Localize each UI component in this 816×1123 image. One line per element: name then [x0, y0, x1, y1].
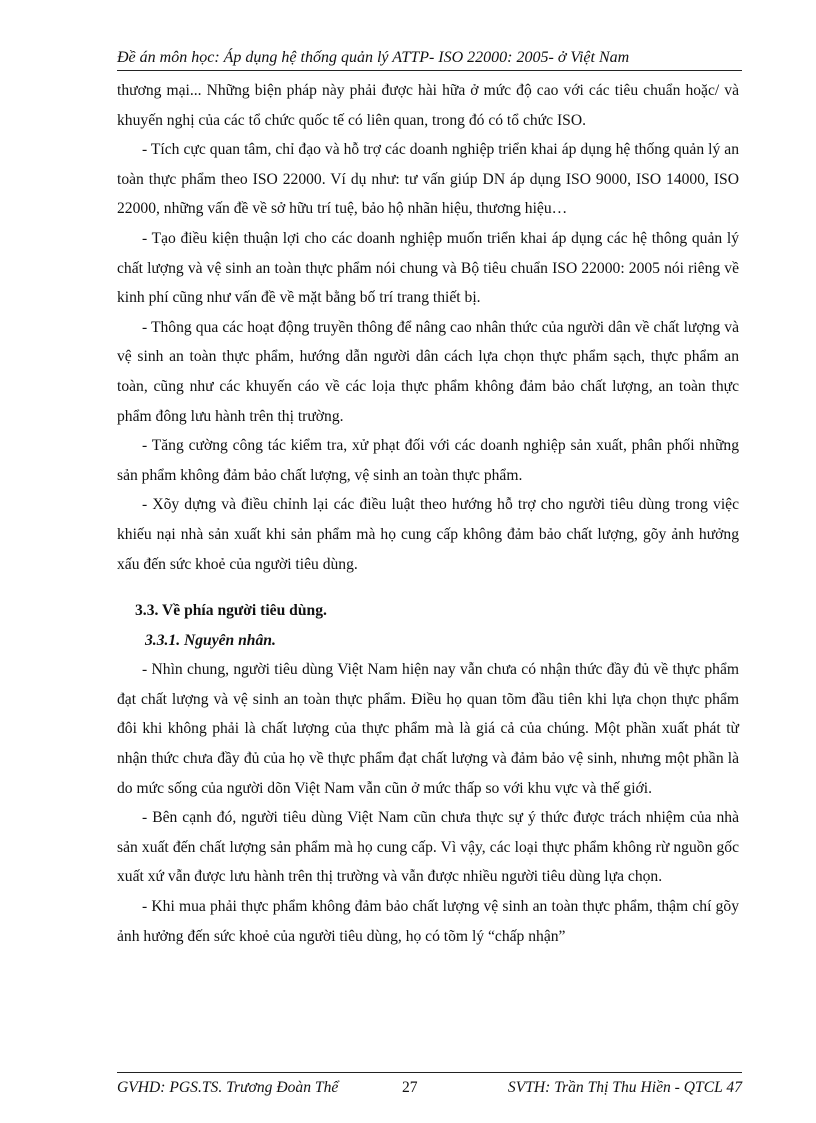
subsection-heading-3-3-1: 3.3.1. Nguyên nhân. — [145, 631, 276, 649]
paragraph-producer-responsibility: - Bên cạnh đó, người tiêu dùng Việt Nam cũn chưa thực sự ý thức được trách nhiệm của nhà sản xuất đến chất lượng sản phẩm mà họ cung cấp. Vì vậy, các loại thực phẩm không rừ nguồn gốc xuất xứ vẫn được lưu hành trên thị trường và vẫn được nhiều người tiêu dùng lựa chọn. — [117, 809, 739, 886]
page-header: Đề án môn học: Áp dụng hệ thống quản lý ATTP- ISO 22000: 2005- ở Việt Nam — [117, 49, 630, 66]
footer-student: SVTH: Trần Thị Thu Hiền - QTCL 47 — [507, 1079, 742, 1096]
section-heading-3-3: 3.3. Về phía người tiêu dùng. — [135, 602, 327, 620]
paragraph-continuation: thương mại... Những biện pháp này phải được hài hữa ở mức độ cao với các tiêu chuẩn hoặc/ và khuyến nghị của các tổ chức quốc tế có liên quan, trong đó có tổ chức ISO. — [117, 82, 739, 129]
footer-divider — [117, 1072, 742, 1073]
footer-supervisor: GVHD: PGS.TS. Trương Đoàn Thể — [117, 1079, 339, 1096]
paragraph-consumer-acceptance: - Khi mua phải thực phẩm không đảm bảo chất lượng vệ sinh an toàn thực phẩm, thậm chí gõy ảnh hưởng đến sức khoẻ của người tiêu dùng, họ có tõm lý “chấp nhận” — [117, 898, 739, 945]
paragraph-inspection: - Tăng cường công tác kiểm tra, xử phạt đối với các doanh nghiệp sản xuất, phân phối những sản phẩm không đảm bảo chất lượng, vệ sinh an toàn thực phẩm. — [117, 437, 739, 484]
page-number: 27 — [402, 1079, 418, 1096]
header-divider — [117, 70, 742, 71]
paragraph-support-enterprises: - Tích cực quan tâm, chỉ đạo và hỗ trợ các doanh nghiệp triển khai áp dụng hệ thống quản lý an toàn thực phẩm theo ISO 22000. Ví dụ như: tư vấn giúp DN áp dụng ISO 9000, ISO 14000, ISO 22000, những vấn đề về sở hữu trí tuệ, bảo hộ nhãn hiệu, thương hiệu… — [117, 141, 739, 218]
paragraph-legislation: - Xõy dựng và điều chỉnh lại các điều luật theo hướng hỗ trợ cho người tiêu dùng trong việc khiếu nại nhà sản xuất khi sản phẩm mà họ cung cấp không đảm bảo chất lượng, gõy ảnh hưởng xấu đến sức khoẻ của người tiêu dùng. — [117, 496, 739, 573]
page-body — [117, 76, 739, 951]
paragraph-favorable-conditions: - Tạo điều kiện thuận lợi cho các doanh nghiệp muốn triển khai áp dụng các hệ thông quản lý chất lượng và vệ sinh an toàn thực phẩm nói chung và Bộ tiêu chuẩn ISO 22000: 2005 nói riêng về kinh phí cũng như vấn đề về mặt bằng bố trí trang thiết bị. — [117, 229, 739, 307]
paragraph-consumer-awareness: - Nhìn chung, người tiêu dùng Việt Nam hiện nay vẫn chưa có nhận thức đầy đủ về thực phẩm đạt chất lượng và vệ sinh an toàn thực phẩm. Điều họ quan tõm đầu tiên khi lựa chọn thực phẩm đôi khi không phải là chất lượng của thực phẩm mà là giá cả của chúng. Một phần xuất phát từ nhận thức chưa đầy đủ của họ về thực phẩm đạt chất lượng và đảm bảo vệ sinh, nhưng một phần là do mức sống của người dõn Việt Nam vẫn cũn ở mức thấp so với khu vực và thế giới. — [117, 661, 739, 797]
paragraph-communication: - Thông qua các hoạt động truyền thông để nâng cao nhân thức của người dân về chất lượng và vệ sinh an toàn thực phẩm, hướng dẫn người dân cách lựa chọn thực phẩm sạch, thực phẩm an toàn, cũng như các khuyến cáo về các loịa thực phẩm không đảm bảo chất lượng, an toàn thực phẩm đông lưu hành trên thị trường. — [117, 318, 739, 425]
